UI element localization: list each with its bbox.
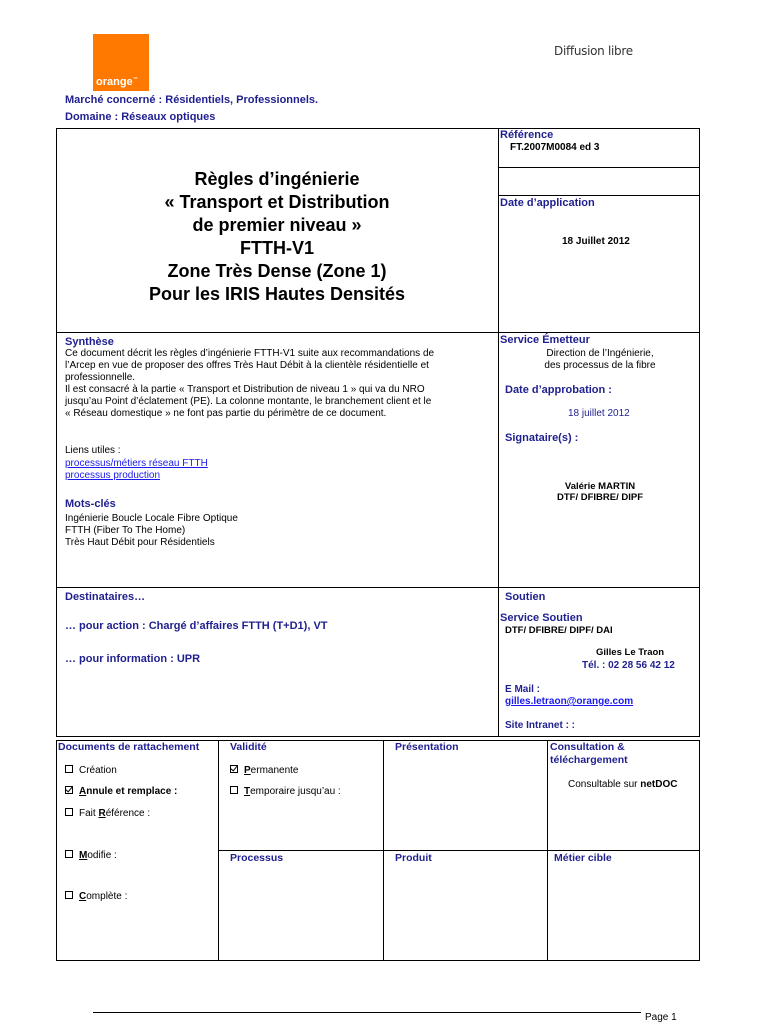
orange-logo (93, 34, 149, 91)
logo-text: orange (96, 76, 133, 88)
checkbox-label-initial: T (244, 786, 251, 797)
mots-cles-list (65, 513, 238, 549)
synthese-line: jusqu’au Point d’éclatement (PE). La colonne montante, le branchement client et le (65, 396, 432, 407)
checkbox-modifie[interactable] (65, 850, 117, 862)
signataire-dept: DTF/ DFIBRE/ DIPF (556, 492, 644, 503)
checkbox-icon (65, 765, 73, 773)
soutien-tel: Tél. : 02 28 56 42 12 (582, 660, 675, 671)
title-line-2: « Transport et Distribution (164, 192, 390, 212)
document-title (56, 168, 498, 306)
link-processus-production[interactable]: processus production (65, 470, 161, 481)
reference-value: FT.2007M0084 ed 3 (510, 142, 600, 153)
checkbox-label-initial: P (244, 765, 251, 776)
date-approbation-label: Date d’approbation : (505, 384, 612, 396)
checkbox-annule-remplace[interactable] (65, 786, 177, 798)
synthese-line: Ce document décrit les règles d’ingénierie FTTH-V1 suite aux recommandations de (65, 348, 435, 359)
checkbox-complete[interactable] (65, 891, 127, 903)
netdoc-label: netDOC (640, 779, 678, 790)
title-line-6: Pour les IRIS Hautes Densités (148, 284, 406, 304)
link-processus-metiers[interactable]: processus/métiers réseau FTTH (65, 458, 208, 469)
reference-label: Référence (500, 129, 554, 141)
documents-rattachement-label: Documents de rattachement (58, 741, 200, 753)
checkbox-icon (65, 891, 73, 899)
footer-rule (93, 1012, 641, 1013)
consultable-sur (568, 779, 678, 790)
signataire-name: Valérie MARTIN (564, 481, 636, 492)
checkbox-label: éférence : (105, 808, 151, 819)
synthese-line: Il est consacré à la partie « Transport et Distribution de niveau 1 » qui va du NRO (65, 384, 425, 395)
checkbox-label-initial: M (79, 850, 88, 861)
checkbox-label: omplète : (86, 891, 128, 902)
consultation-label (550, 741, 628, 767)
page-number: Page 1 (645, 1012, 677, 1023)
synthese-text (65, 348, 499, 420)
metier-cible-label: Métier cible (554, 852, 612, 864)
checkbox-label: emporaire jusqu’au : (250, 786, 341, 797)
logo-tm: ™ (132, 76, 138, 83)
processus-label: Processus (230, 852, 284, 864)
checkbox-label-prefix: Fait (79, 808, 99, 819)
diffusion-label: Diffusion libre (554, 44, 633, 58)
synthese-line: « Réseau domestique » ne font pas partie du périmètre de ce document. (65, 408, 387, 419)
checkbox-checked-icon (65, 786, 73, 794)
synthese-label: Synthèse (65, 336, 114, 348)
synthese-line: l’Arcep en vue de proposer des offres Très Haut Débit à la clientèle résidentielle et (65, 360, 429, 371)
checkbox-label: nnule et remplace : (86, 786, 178, 797)
signataire-label: Signataire(s) : (505, 432, 579, 444)
email-label: E Mail : (505, 684, 541, 695)
service-emetteur-line: des processus de la fibre (544, 360, 656, 371)
site-intranet-label: Site Intranet : : (505, 720, 576, 731)
checkbox-label: ermanente (250, 765, 299, 776)
service-emetteur-value (500, 348, 700, 372)
checkbox-label-initial: C (79, 891, 87, 902)
service-soutien-value: DTF/ DFIBRE/ DIPF/ DAI (505, 625, 613, 636)
keyword: FTTH (Fiber To The Home) (65, 525, 186, 536)
marche-concerne: Marché concerné : Résidentiels, Professionnels. (65, 94, 319, 106)
date-approbation-value: 18 juillet 2012 (568, 408, 630, 419)
keyword: Ingénierie Boucle Locale Fibre Optique (65, 513, 238, 524)
signataire-value (500, 481, 700, 503)
checkbox-label-initial: R (98, 808, 106, 819)
service-soutien-label: Service Soutien (500, 612, 583, 624)
synthese-line: professionnelle. (65, 372, 136, 383)
destinataires-label: Destinataires… (65, 591, 146, 603)
soutien-label: Soutien (505, 591, 546, 603)
checkbox-icon (230, 786, 238, 794)
consultation-label-line: Consultation & (550, 741, 625, 753)
consultation-label-line: téléchargement (550, 754, 628, 766)
checkbox-temporaire[interactable] (230, 786, 341, 798)
date-application-value: 18 Juillet 2012 (562, 236, 630, 247)
title-line-5: Zone Très Dense (Zone 1) (167, 261, 387, 281)
produit-label: Produit (395, 852, 432, 864)
checkbox-checked-icon (230, 765, 238, 773)
checkbox-label: odifie : (87, 850, 117, 861)
mots-cles-label: Mots-clés (65, 498, 116, 510)
soutien-name: Gilles Le Traon (596, 647, 665, 658)
destinataires-action: … pour action : Chargé d’affaires FTTH (T+D1), VT (65, 620, 328, 632)
consultable-prefix: Consultable sur (568, 779, 641, 790)
keyword: Très Haut Débit pour Résidentiels (65, 537, 215, 548)
checkbox-icon (65, 808, 73, 816)
checkbox-label-initial: A (79, 786, 87, 797)
checkbox-creation[interactable] (65, 765, 117, 777)
liens-utiles-label: Liens utiles : (65, 445, 121, 456)
validite-label: Validité (230, 741, 267, 753)
checkbox-permanente[interactable] (230, 765, 298, 777)
destinataires-information: … pour information : UPR (65, 653, 201, 665)
title-line-1: Règles d’ingénierie (194, 169, 360, 189)
domaine: Domaine : Réseaux optiques (65, 111, 216, 123)
service-emetteur-label: Service Émetteur (500, 334, 590, 346)
checkbox-label: Création (79, 765, 117, 776)
title-line-3: de premier niveau » (192, 215, 362, 235)
presentation-label: Présentation (395, 741, 459, 753)
email-link[interactable]: gilles.letraon@orange.com (505, 696, 634, 707)
date-application-label: Date d’application (500, 197, 595, 209)
checkbox-fait-reference[interactable] (65, 808, 150, 820)
title-line-4: FTTH-V1 (240, 238, 314, 258)
service-emetteur-line: Direction de l’Ingénierie, (546, 348, 654, 359)
checkbox-icon (65, 850, 73, 858)
